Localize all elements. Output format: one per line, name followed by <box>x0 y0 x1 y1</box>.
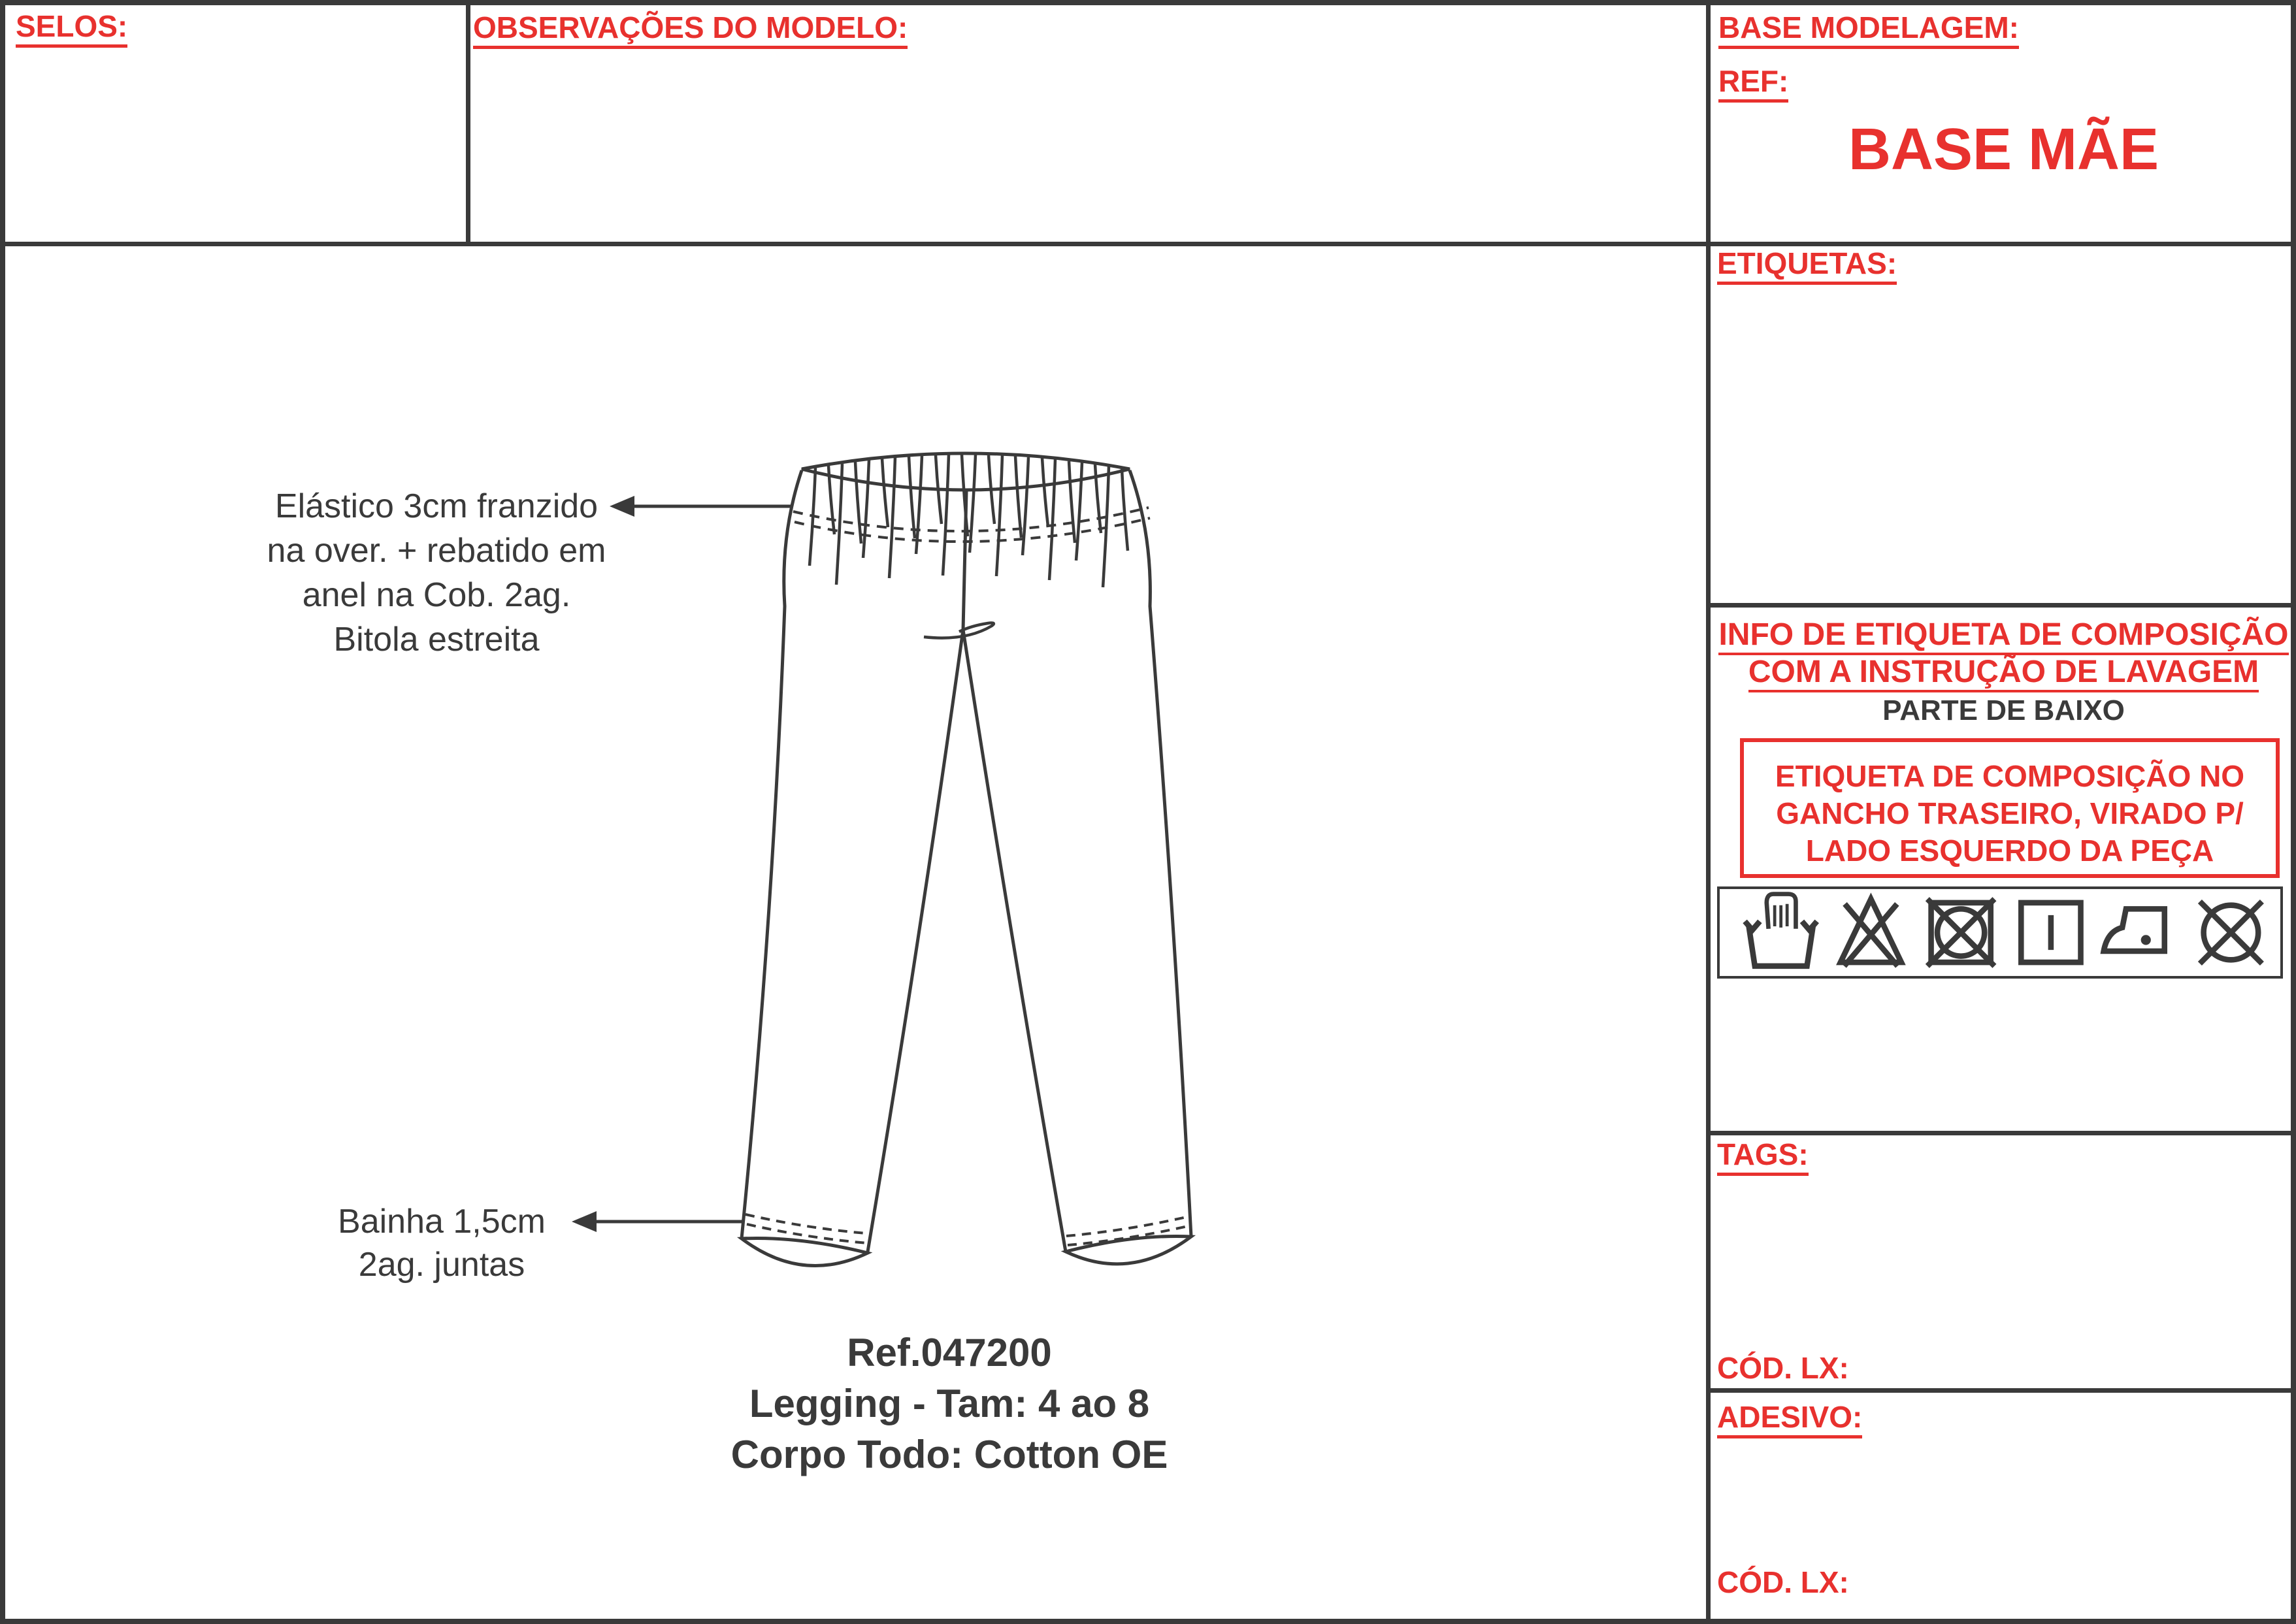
product-ref: Ref.047200 <box>847 1331 1052 1374</box>
right-hem-stitch-1 <box>1066 1216 1189 1236</box>
hem-callout-line2: 2ag. juntas <box>358 1246 525 1284</box>
left-hem-stitch-1 <box>746 1214 866 1233</box>
left-outseam <box>742 470 802 1239</box>
product-fabric: Corpo Todo: Cotton OE <box>730 1433 1168 1476</box>
composition-note-line2: GANCHO TRASEIRO, VIRADO P/ <box>1776 796 2244 830</box>
elastic-callout-line1: Elástico 3cm franzido <box>274 487 599 525</box>
crotch-detail-curve <box>924 623 994 638</box>
cod-lx-label-1: CÓD. LX: <box>1717 1351 1849 1385</box>
left-inseam <box>868 630 963 1252</box>
right-inseam <box>963 630 1066 1252</box>
selos-label-text: SELOS: <box>16 10 127 48</box>
right-outseam <box>1130 470 1191 1237</box>
left-hem-opening <box>742 1238 868 1265</box>
hem-callout-text <box>272 1200 612 1286</box>
right-hem-opening <box>1066 1236 1191 1263</box>
care-info-subtitle: PARTE DE BAIXO <box>1882 694 2125 726</box>
product-name: Legging - Tam: 4 ao 8 <box>749 1382 1150 1425</box>
elastic-callout-line3: anel na Cob. 2ag. <box>302 576 571 614</box>
adesivo-label-text: ADESIVO: <box>1717 1401 1862 1438</box>
base-modelagem-label-text: BASE MODELAGEM: <box>1718 12 2019 49</box>
observacoes-label-text: OBSERVAÇÕES DO MODELO: <box>473 12 908 49</box>
elastic-callout-line4: Bitola estreita <box>333 621 540 658</box>
tags-label-text: TAGS: <box>1717 1139 1809 1176</box>
etiquetas-label-text: ETIQUETAS: <box>1717 248 1897 285</box>
ref-label-text: REF: <box>1718 65 1788 103</box>
center-front-line <box>963 491 966 630</box>
care-info-title-line2: COM A INSTRUÇÃO DE LAVAGEM <box>1748 655 2259 692</box>
hem-callout-line1: Bainha 1,5cm <box>338 1203 546 1241</box>
elastic-callout-line2: na over. + rebatido em <box>267 532 606 570</box>
composition-note-line3: LADO ESQUERDO DA PEÇA <box>1805 834 2214 868</box>
cod-lx-label-2: CÓD. LX: <box>1717 1565 1849 1599</box>
care-info-title-line1: INFO DE ETIQUETA DE COMPOSIÇÃO <box>1718 618 2288 655</box>
base-modelagem-value: BASE MÃE <box>1848 117 2159 182</box>
elastic-callout-text <box>221 484 652 662</box>
product-info-block <box>557 1327 1341 1480</box>
composition-note-line1: ETIQUETA DE COMPOSIÇÃO NO <box>1775 759 2245 793</box>
